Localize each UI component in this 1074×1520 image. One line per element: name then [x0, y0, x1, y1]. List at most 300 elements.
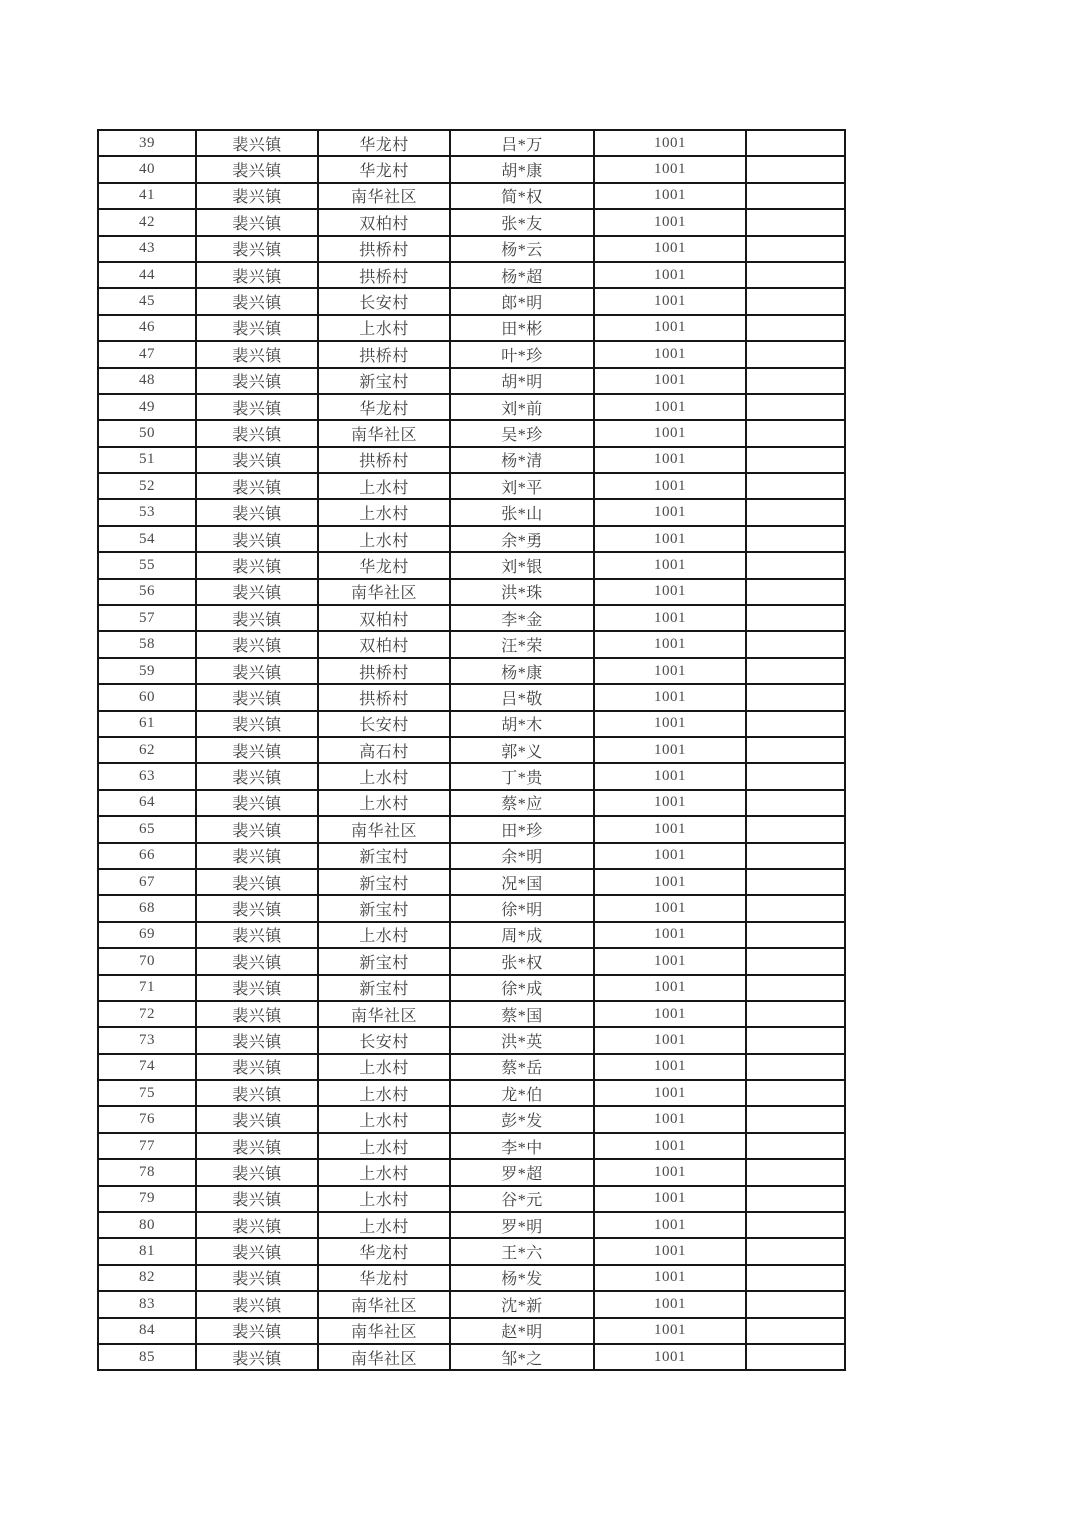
cell-village: 华龙村 [318, 130, 450, 156]
cell-remark-empty [746, 1212, 845, 1238]
cell-code: 1001 [594, 1265, 746, 1291]
cell-serial-number: 57 [98, 605, 196, 631]
cell-town: 裴兴镇 [196, 922, 318, 948]
cell-serial-number: 79 [98, 1186, 196, 1212]
table-row [98, 737, 845, 763]
cell-remark-empty [746, 526, 845, 552]
cell-serial-number: 73 [98, 1027, 196, 1053]
cell-town: 裴兴镇 [196, 236, 318, 262]
table-row [98, 420, 845, 446]
cell-remark-empty [746, 394, 845, 420]
cell-village: 拱桥村 [318, 684, 450, 710]
cell-remark-empty [746, 1265, 845, 1291]
cell-remark-empty [746, 843, 845, 869]
cell-village: 拱桥村 [318, 447, 450, 473]
cell-person-name: 杨*康 [450, 658, 594, 684]
cell-person-name: 沈*新 [450, 1291, 594, 1317]
cell-village: 拱桥村 [318, 658, 450, 684]
cell-person-name: 罗*明 [450, 1212, 594, 1238]
cell-person-name: 胡*木 [450, 711, 594, 737]
cell-village: 华龙村 [318, 394, 450, 420]
cell-remark-empty [746, 684, 845, 710]
cell-serial-number: 83 [98, 1291, 196, 1317]
cell-town: 裴兴镇 [196, 209, 318, 235]
cell-code: 1001 [594, 183, 746, 209]
cell-village: 华龙村 [318, 1265, 450, 1291]
table-row [98, 315, 845, 341]
cell-town: 裴兴镇 [196, 816, 318, 842]
cell-person-name: 谷*元 [450, 1186, 594, 1212]
cell-code: 1001 [594, 790, 746, 816]
cell-village: 上水村 [318, 499, 450, 525]
cell-serial-number: 53 [98, 499, 196, 525]
table-row [98, 341, 845, 367]
table-row [98, 1054, 845, 1080]
cell-person-name: 胡*明 [450, 368, 594, 394]
cell-village: 南华社区 [318, 1318, 450, 1344]
cell-code: 1001 [594, 1238, 746, 1264]
cell-person-name: 余*勇 [450, 526, 594, 552]
cell-person-name: 杨*云 [450, 236, 594, 262]
cell-remark-empty [746, 1159, 845, 1185]
cell-village: 拱桥村 [318, 236, 450, 262]
cell-town: 裴兴镇 [196, 1186, 318, 1212]
table-row [98, 711, 845, 737]
table-row [98, 816, 845, 842]
cell-remark-empty [746, 1238, 845, 1264]
cell-village: 南华社区 [318, 183, 450, 209]
table-row [98, 790, 845, 816]
cell-serial-number: 78 [98, 1159, 196, 1185]
cell-remark-empty [746, 948, 845, 974]
cell-remark-empty [746, 156, 845, 182]
cell-remark-empty [746, 711, 845, 737]
cell-town: 裴兴镇 [196, 843, 318, 869]
cell-town: 裴兴镇 [196, 869, 318, 895]
cell-code: 1001 [594, 895, 746, 921]
cell-code: 1001 [594, 262, 746, 288]
table-row [98, 869, 845, 895]
cell-person-name: 田*彬 [450, 315, 594, 341]
cell-remark-empty [746, 1318, 845, 1344]
table-row [98, 684, 845, 710]
cell-code: 1001 [594, 816, 746, 842]
cell-village: 上水村 [318, 526, 450, 552]
cell-code: 1001 [594, 1212, 746, 1238]
cell-code: 1001 [594, 552, 746, 578]
cell-code: 1001 [594, 948, 746, 974]
cell-serial-number: 46 [98, 315, 196, 341]
table-row [98, 394, 845, 420]
cell-serial-number: 55 [98, 552, 196, 578]
cell-serial-number: 68 [98, 895, 196, 921]
cell-village: 上水村 [318, 1133, 450, 1159]
table-row [98, 130, 845, 156]
table-row [98, 236, 845, 262]
cell-town: 裴兴镇 [196, 526, 318, 552]
cell-person-name: 郭*义 [450, 737, 594, 763]
cell-serial-number: 60 [98, 684, 196, 710]
cell-person-name: 蔡*国 [450, 1001, 594, 1027]
cell-serial-number: 54 [98, 526, 196, 552]
cell-serial-number: 62 [98, 737, 196, 763]
cell-serial-number: 69 [98, 922, 196, 948]
table-row [98, 1159, 845, 1185]
table-row [98, 948, 845, 974]
cell-village: 上水村 [318, 790, 450, 816]
table-row [98, 631, 845, 657]
cell-serial-number: 64 [98, 790, 196, 816]
cell-town: 裴兴镇 [196, 1318, 318, 1344]
cell-person-name: 蔡*岳 [450, 1054, 594, 1080]
cell-village: 上水村 [318, 1054, 450, 1080]
cell-code: 1001 [594, 684, 746, 710]
cell-person-name: 简*权 [450, 183, 594, 209]
cell-town: 裴兴镇 [196, 183, 318, 209]
roster-table-body [98, 130, 845, 1370]
cell-town: 裴兴镇 [196, 711, 318, 737]
cell-remark-empty [746, 368, 845, 394]
cell-remark-empty [746, 1054, 845, 1080]
table-row [98, 1344, 845, 1370]
cell-serial-number: 70 [98, 948, 196, 974]
cell-code: 1001 [594, 737, 746, 763]
cell-town: 裴兴镇 [196, 552, 318, 578]
cell-town: 裴兴镇 [196, 658, 318, 684]
cell-remark-empty [746, 869, 845, 895]
cell-remark-empty [746, 1080, 845, 1106]
cell-town: 裴兴镇 [196, 447, 318, 473]
table-row [98, 605, 845, 631]
cell-village: 南华社区 [318, 1001, 450, 1027]
cell-town: 裴兴镇 [196, 895, 318, 921]
cell-code: 1001 [594, 1291, 746, 1317]
cell-remark-empty [746, 895, 845, 921]
cell-code: 1001 [594, 473, 746, 499]
cell-village: 新宝村 [318, 843, 450, 869]
cell-remark-empty [746, 288, 845, 314]
table-row [98, 447, 845, 473]
cell-village: 南华社区 [318, 1344, 450, 1370]
cell-remark-empty [746, 447, 845, 473]
cell-town: 裴兴镇 [196, 130, 318, 156]
table-row [98, 1080, 845, 1106]
cell-code: 1001 [594, 1080, 746, 1106]
cell-remark-empty [746, 1106, 845, 1132]
cell-serial-number: 63 [98, 763, 196, 789]
cell-village: 华龙村 [318, 156, 450, 182]
cell-code: 1001 [594, 288, 746, 314]
cell-town: 裴兴镇 [196, 1054, 318, 1080]
cell-town: 裴兴镇 [196, 763, 318, 789]
cell-village: 上水村 [318, 922, 450, 948]
cell-person-name: 胡*康 [450, 156, 594, 182]
cell-remark-empty [746, 236, 845, 262]
cell-code: 1001 [594, 605, 746, 631]
cell-person-name: 杨*超 [450, 262, 594, 288]
cell-serial-number: 48 [98, 368, 196, 394]
table-row [98, 579, 845, 605]
cell-code: 1001 [594, 1318, 746, 1344]
cell-person-name: 赵*明 [450, 1318, 594, 1344]
table-row [98, 526, 845, 552]
cell-serial-number: 74 [98, 1054, 196, 1080]
cell-person-name: 况*国 [450, 869, 594, 895]
cell-serial-number: 81 [98, 1238, 196, 1264]
cell-person-name: 丁*贵 [450, 763, 594, 789]
cell-serial-number: 52 [98, 473, 196, 499]
cell-town: 裴兴镇 [196, 156, 318, 182]
cell-town: 裴兴镇 [196, 1027, 318, 1053]
cell-serial-number: 49 [98, 394, 196, 420]
cell-town: 裴兴镇 [196, 631, 318, 657]
cell-serial-number: 72 [98, 1001, 196, 1027]
cell-remark-empty [746, 341, 845, 367]
table-row [98, 368, 845, 394]
cell-town: 裴兴镇 [196, 1001, 318, 1027]
cell-code: 1001 [594, 1001, 746, 1027]
cell-village: 新宝村 [318, 895, 450, 921]
cell-town: 裴兴镇 [196, 1291, 318, 1317]
cell-person-name: 邹*之 [450, 1344, 594, 1370]
cell-code: 1001 [594, 394, 746, 420]
cell-village: 华龙村 [318, 552, 450, 578]
cell-serial-number: 44 [98, 262, 196, 288]
cell-village: 南华社区 [318, 579, 450, 605]
roster-table [97, 129, 846, 1371]
cell-village: 上水村 [318, 315, 450, 341]
cell-village: 拱桥村 [318, 341, 450, 367]
cell-person-name: 叶*珍 [450, 341, 594, 367]
table-row [98, 1212, 845, 1238]
table-row [98, 843, 845, 869]
cell-village: 新宝村 [318, 975, 450, 1001]
cell-town: 裴兴镇 [196, 1238, 318, 1264]
cell-village: 长安村 [318, 288, 450, 314]
cell-remark-empty [746, 658, 845, 684]
cell-remark-empty [746, 473, 845, 499]
cell-person-name: 刘*平 [450, 473, 594, 499]
cell-person-name: 杨*发 [450, 1265, 594, 1291]
cell-person-name: 杨*清 [450, 447, 594, 473]
cell-village: 上水村 [318, 1080, 450, 1106]
table-row [98, 1186, 845, 1212]
cell-code: 1001 [594, 526, 746, 552]
cell-code: 1001 [594, 1159, 746, 1185]
cell-town: 裴兴镇 [196, 1159, 318, 1185]
cell-person-name: 田*珍 [450, 816, 594, 842]
cell-code: 1001 [594, 130, 746, 156]
cell-serial-number: 75 [98, 1080, 196, 1106]
cell-remark-empty [746, 763, 845, 789]
cell-village: 上水村 [318, 1159, 450, 1185]
cell-serial-number: 85 [98, 1344, 196, 1370]
cell-village: 新宝村 [318, 948, 450, 974]
cell-code: 1001 [594, 1027, 746, 1053]
cell-serial-number: 58 [98, 631, 196, 657]
cell-village: 双柏村 [318, 209, 450, 235]
cell-serial-number: 47 [98, 341, 196, 367]
table-row [98, 1133, 845, 1159]
cell-serial-number: 65 [98, 816, 196, 842]
cell-village: 上水村 [318, 763, 450, 789]
cell-person-name: 周*成 [450, 922, 594, 948]
cell-person-name: 洪*英 [450, 1027, 594, 1053]
cell-serial-number: 80 [98, 1212, 196, 1238]
cell-town: 裴兴镇 [196, 262, 318, 288]
cell-serial-number: 66 [98, 843, 196, 869]
cell-village: 双柏村 [318, 631, 450, 657]
cell-village: 新宝村 [318, 869, 450, 895]
cell-village: 上水村 [318, 1106, 450, 1132]
cell-town: 裴兴镇 [196, 473, 318, 499]
cell-serial-number: 59 [98, 658, 196, 684]
cell-remark-empty [746, 631, 845, 657]
cell-town: 裴兴镇 [196, 288, 318, 314]
cell-town: 裴兴镇 [196, 341, 318, 367]
table-row [98, 209, 845, 235]
cell-person-name: 蔡*应 [450, 790, 594, 816]
table-row [98, 156, 845, 182]
cell-serial-number: 71 [98, 975, 196, 1001]
table-row [98, 763, 845, 789]
cell-code: 1001 [594, 658, 746, 684]
cell-code: 1001 [594, 843, 746, 869]
cell-village: 华龙村 [318, 1238, 450, 1264]
table-row [98, 1238, 845, 1264]
cell-town: 裴兴镇 [196, 368, 318, 394]
cell-village: 长安村 [318, 1027, 450, 1053]
cell-town: 裴兴镇 [196, 499, 318, 525]
cell-town: 裴兴镇 [196, 737, 318, 763]
cell-remark-empty [746, 1027, 845, 1053]
cell-code: 1001 [594, 763, 746, 789]
table-row [98, 658, 845, 684]
cell-serial-number: 67 [98, 869, 196, 895]
cell-serial-number: 50 [98, 420, 196, 446]
cell-village: 新宝村 [318, 368, 450, 394]
cell-person-name: 吕*敬 [450, 684, 594, 710]
cell-town: 裴兴镇 [196, 394, 318, 420]
cell-person-name: 李*中 [450, 1133, 594, 1159]
cell-person-name: 徐*明 [450, 895, 594, 921]
cell-remark-empty [746, 605, 845, 631]
cell-town: 裴兴镇 [196, 1106, 318, 1132]
cell-person-name: 龙*伯 [450, 1080, 594, 1106]
cell-serial-number: 42 [98, 209, 196, 235]
cell-code: 1001 [594, 869, 746, 895]
cell-town: 裴兴镇 [196, 1212, 318, 1238]
cell-village: 长安村 [318, 711, 450, 737]
cell-remark-empty [746, 790, 845, 816]
cell-remark-empty [746, 1344, 845, 1370]
cell-town: 裴兴镇 [196, 579, 318, 605]
cell-remark-empty [746, 130, 845, 156]
cell-remark-empty [746, 1291, 845, 1317]
cell-serial-number: 77 [98, 1133, 196, 1159]
cell-remark-empty [746, 1186, 845, 1212]
cell-code: 1001 [594, 236, 746, 262]
cell-person-name: 吕*万 [450, 130, 594, 156]
table-row [98, 1001, 845, 1027]
cell-person-name: 刘*银 [450, 552, 594, 578]
cell-town: 裴兴镇 [196, 1265, 318, 1291]
cell-person-name: 刘*前 [450, 394, 594, 420]
cell-remark-empty [746, 579, 845, 605]
cell-remark-empty [746, 975, 845, 1001]
cell-code: 1001 [594, 420, 746, 446]
cell-town: 裴兴镇 [196, 1344, 318, 1370]
cell-person-name: 王*六 [450, 1238, 594, 1264]
cell-code: 1001 [594, 499, 746, 525]
cell-serial-number: 40 [98, 156, 196, 182]
cell-code: 1001 [594, 1133, 746, 1159]
cell-code: 1001 [594, 315, 746, 341]
cell-code: 1001 [594, 1054, 746, 1080]
cell-serial-number: 39 [98, 130, 196, 156]
table-row [98, 1106, 845, 1132]
cell-code: 1001 [594, 975, 746, 1001]
table-row [98, 499, 845, 525]
cell-code: 1001 [594, 1186, 746, 1212]
table-row [98, 183, 845, 209]
cell-village: 南华社区 [318, 420, 450, 446]
cell-code: 1001 [594, 1106, 746, 1132]
cell-town: 裴兴镇 [196, 420, 318, 446]
cell-code: 1001 [594, 711, 746, 737]
table-row [98, 473, 845, 499]
cell-serial-number: 43 [98, 236, 196, 262]
cell-town: 裴兴镇 [196, 1133, 318, 1159]
cell-remark-empty [746, 737, 845, 763]
cell-remark-empty [746, 262, 845, 288]
cell-code: 1001 [594, 209, 746, 235]
table-row [98, 288, 845, 314]
cell-town: 裴兴镇 [196, 790, 318, 816]
cell-town: 裴兴镇 [196, 684, 318, 710]
table-row [98, 975, 845, 1001]
cell-serial-number: 76 [98, 1106, 196, 1132]
cell-code: 1001 [594, 447, 746, 473]
cell-town: 裴兴镇 [196, 975, 318, 1001]
cell-code: 1001 [594, 922, 746, 948]
cell-town: 裴兴镇 [196, 948, 318, 974]
table-row [98, 1318, 845, 1344]
cell-town: 裴兴镇 [196, 315, 318, 341]
cell-person-name: 徐*成 [450, 975, 594, 1001]
cell-remark-empty [746, 552, 845, 578]
cell-village: 上水村 [318, 1186, 450, 1212]
cell-person-name: 余*明 [450, 843, 594, 869]
cell-serial-number: 84 [98, 1318, 196, 1344]
cell-person-name: 彭*发 [450, 1106, 594, 1132]
cell-remark-empty [746, 209, 845, 235]
cell-village: 双柏村 [318, 605, 450, 631]
table-row [98, 895, 845, 921]
cell-remark-empty [746, 1001, 845, 1027]
cell-person-name: 李*金 [450, 605, 594, 631]
cell-town: 裴兴镇 [196, 605, 318, 631]
table-row [98, 1291, 845, 1317]
cell-code: 1001 [594, 631, 746, 657]
cell-code: 1001 [594, 341, 746, 367]
cell-serial-number: 41 [98, 183, 196, 209]
cell-remark-empty [746, 816, 845, 842]
cell-serial-number: 82 [98, 1265, 196, 1291]
cell-village: 高石村 [318, 737, 450, 763]
cell-village: 南华社区 [318, 816, 450, 842]
cell-code: 1001 [594, 368, 746, 394]
